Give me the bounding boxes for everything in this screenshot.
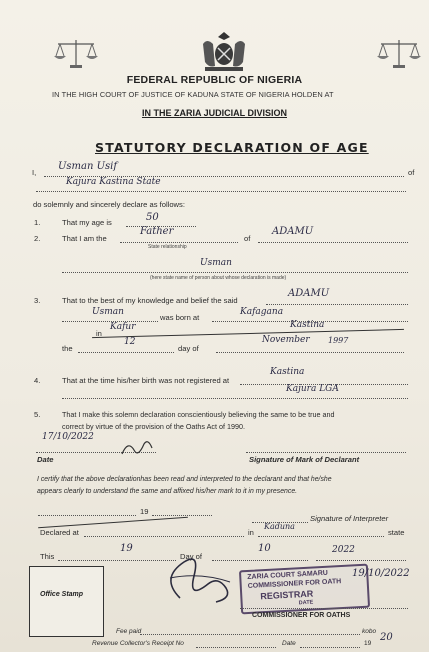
label-of: of bbox=[408, 168, 415, 177]
court-heading: IN THE HIGH COURT OF JUSTICE OF KADUNA STATE OF NIGERIA HOLDEN AT bbox=[52, 90, 334, 99]
full-name-hint: (here state name of person about whose declaration is made) bbox=[150, 275, 287, 281]
stamp-line-4: DATE bbox=[298, 599, 314, 607]
registration-lga-value: Kajura LGA bbox=[286, 384, 339, 394]
coat-of-arms-icon bbox=[199, 30, 249, 74]
day-of-label: day of bbox=[178, 344, 199, 353]
footer-year-suffix: 20 bbox=[380, 632, 393, 643]
declarant-name: Usman Usif bbox=[58, 161, 118, 172]
item-3-text: That to the best of my knowledge and belief the said bbox=[62, 296, 238, 305]
declared-place-value: Kaduna bbox=[264, 522, 295, 531]
the-label: the bbox=[62, 344, 73, 353]
scales-of-justice-right-icon bbox=[375, 38, 423, 70]
certify-line-2: appears clearly to understand the same and affixed his/her mark to it in my presence. bbox=[37, 488, 298, 495]
item-5-text-line-1: That I make this solemn declaration conscientiously believing the same to be true and bbox=[62, 410, 335, 419]
receipt-label: Revenue Collector's Receipt No bbox=[92, 640, 184, 647]
relationship-value: Father bbox=[140, 226, 174, 237]
state-relationship-hint: State relationship bbox=[148, 244, 187, 250]
this-label: This bbox=[40, 552, 55, 561]
item-1-text: That my age is bbox=[62, 218, 112, 227]
document-title: STATUTORY DECLARATION OF AGE bbox=[95, 140, 369, 155]
year-value: 1997 bbox=[328, 336, 349, 345]
declaration-date-value: 17/10/2022 bbox=[42, 432, 94, 442]
office-stamp-label: Office Stamp bbox=[40, 591, 84, 598]
fee-paid-label: Fee paid bbox=[116, 628, 142, 635]
item-number-4: 4. bbox=[34, 376, 41, 385]
item-2-text: That I am the bbox=[62, 234, 107, 243]
kobo-label: kobo bbox=[362, 628, 377, 635]
stamp-line-3: REGISTRAR bbox=[260, 588, 314, 602]
born-place-value: Kafagana bbox=[240, 307, 284, 317]
registration-place-value: Kastina bbox=[270, 367, 305, 377]
stamp-line-1: ZARIA COURT SAMARU bbox=[247, 569, 329, 581]
date-label: Date bbox=[37, 455, 54, 464]
month-value-2: 10 bbox=[258, 543, 271, 554]
certify-line-1: I certify that the above declarationhas been read and interpreted to the declarant and that he/she bbox=[37, 476, 332, 483]
state-place-value: Kastina bbox=[290, 320, 325, 330]
country-heading: FEDERAL REPUBLIC OF NIGERIA bbox=[126, 74, 303, 86]
item-number-2: 2. bbox=[34, 234, 41, 243]
certify-in-label: in bbox=[248, 528, 254, 537]
item-number-1: 1. bbox=[34, 218, 41, 227]
item-number-5: 5. bbox=[34, 410, 41, 419]
item-number-3: 3. bbox=[34, 296, 41, 305]
in-label: in bbox=[96, 329, 102, 338]
month-value: November bbox=[262, 335, 310, 345]
item-4-text: That at the time his/her birth was not registered at bbox=[62, 376, 230, 385]
commissioner-rubber-stamp bbox=[239, 564, 370, 615]
signature-interpreter-label: Signature of Interpreter bbox=[310, 514, 389, 523]
year-value-2: 2022 bbox=[332, 545, 355, 555]
of-name-value: ADAMU bbox=[272, 226, 314, 237]
declared-at-label: Declared at bbox=[40, 528, 79, 537]
in-place-value: Kafur bbox=[110, 322, 136, 332]
day-value: 12 bbox=[124, 337, 136, 347]
day-of-label-2: Day of bbox=[180, 552, 202, 561]
signature-label: Signature of Mark of Declarant bbox=[249, 455, 360, 464]
scales-of-justice-left-icon bbox=[52, 38, 100, 70]
subject-name-value: Usman bbox=[200, 258, 232, 268]
state-label: state bbox=[388, 528, 405, 537]
label-of-2: of bbox=[244, 234, 251, 243]
stamp-line-2: COMMISSIONER FOR OATH bbox=[247, 578, 342, 590]
born-at-label: was born at bbox=[160, 313, 200, 322]
label-i: I, bbox=[32, 168, 37, 177]
said-name-value: ADAMU bbox=[288, 288, 330, 299]
born-name-value: Usman bbox=[92, 307, 124, 317]
stamp-handwritten-date: 19/10/2022 bbox=[352, 568, 410, 579]
division-heading: IN THE ZARIA JUDICIAL DIVISION bbox=[141, 108, 287, 118]
office-stamp-box bbox=[29, 566, 104, 637]
footer-nineteen: 19 bbox=[364, 640, 372, 647]
declarant-signature-icon bbox=[120, 438, 160, 460]
this-day-value: 19 bbox=[120, 543, 133, 554]
commissioner-for-oaths-label: COMMISSIONER FOR OATHS bbox=[252, 612, 351, 619]
declare-text: do solemnly and sincerely declare as follows: bbox=[33, 200, 185, 209]
item-5-text-line-2: correct by virtue of the provision of the Oaths Act of 1990. bbox=[62, 422, 245, 431]
declarant-address: Kajura Kastina State bbox=[66, 177, 161, 187]
age-value: 50 bbox=[146, 212, 159, 223]
commissioner-signature-icon bbox=[150, 548, 240, 608]
footer-date-label: Date bbox=[282, 640, 296, 647]
certify-nineteen: 19 bbox=[140, 507, 149, 516]
